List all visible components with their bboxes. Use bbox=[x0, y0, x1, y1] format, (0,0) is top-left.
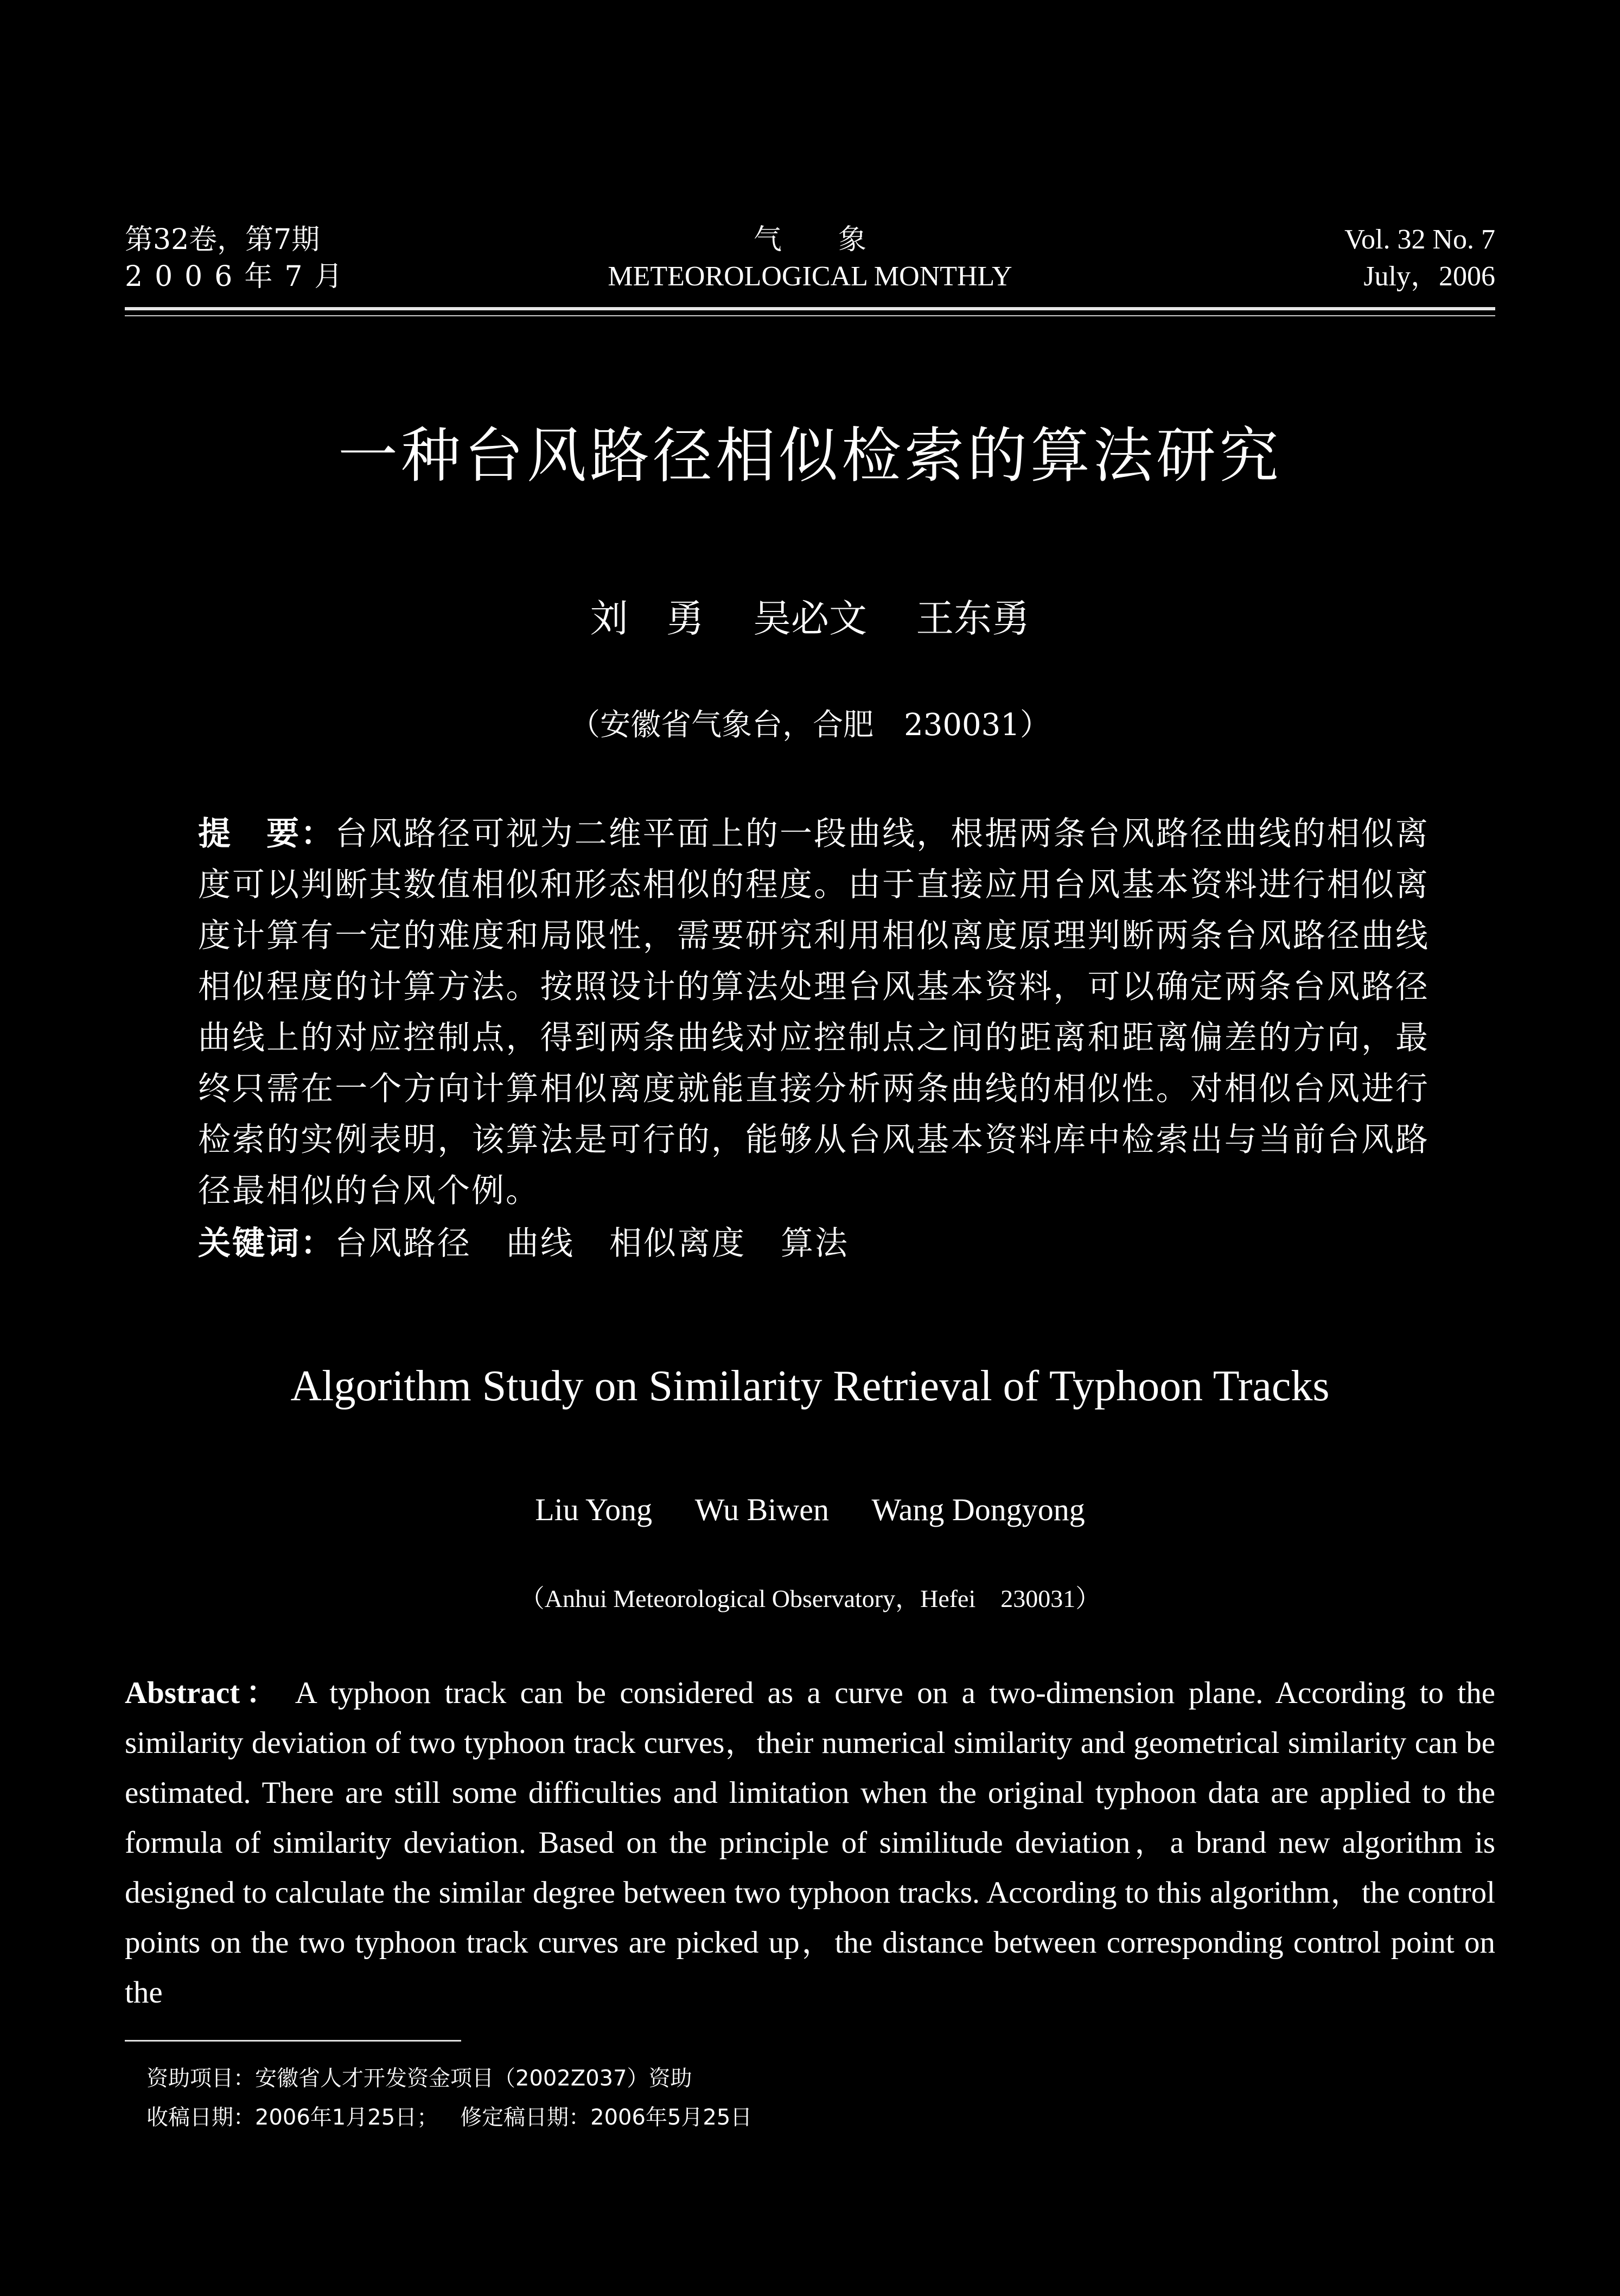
revised-date: 修定稿日期：2006年5月25日 bbox=[460, 2105, 752, 2130]
abstract-en-text: A typhoon track can be considered as a curve on a two-dimension plane. According to the similarity deviation of two typhoon track curves，their numerical similarity and geometrical similarity can be estimated. There are still some difficulties and limitation when the original typhoon data are applied to the formula of similarity deviation. Based on the principle of similitude deviation，a brand new algorithm is designed to calculate the similar degree between two typhoon tracks. According to this algorithm，the control points on the two typhoon track curves are picked up，the distance between corresponding control point on the bbox=[125, 1676, 1496, 2010]
header-rule-thin bbox=[125, 315, 1495, 316]
keyword-item: 台风路径 bbox=[335, 1224, 471, 1262]
abstract-cn-label: 提 要： bbox=[198, 815, 335, 853]
journal-name-en: METEOROLOGICAL MONTHLY bbox=[608, 261, 1012, 292]
author-cn: 王东勇 bbox=[916, 596, 1030, 641]
keyword-item: 曲线 bbox=[506, 1224, 575, 1262]
journal-name-cn: 气 象 bbox=[753, 224, 866, 256]
abstract-cn bbox=[198, 808, 1430, 1216]
issue-date-en: July，2006 bbox=[1363, 261, 1495, 292]
footnote-rule bbox=[125, 2040, 461, 2042]
affiliation-en: （Anhui Meteorological Observatory，Hefei 230031） bbox=[519, 1585, 1101, 1612]
keyword-item: 算法 bbox=[781, 1224, 849, 1262]
journal-volume-en bbox=[1344, 221, 1495, 295]
header-rule-thick bbox=[125, 307, 1495, 310]
issue-date-text: 2006年7月 bbox=[125, 260, 355, 293]
volume-issue-text: 第32卷，第7期 bbox=[125, 224, 320, 256]
author-list-en bbox=[0, 1489, 1620, 1530]
keywords-cn bbox=[198, 1218, 1430, 1269]
author-en: Wang Dongyong bbox=[871, 1492, 1085, 1527]
funding-note: 资助项目：安徽省人才开发资金项目（2002Z037）资助 bbox=[146, 2066, 692, 2091]
keyword-item: 相似离度 bbox=[609, 1224, 746, 1262]
received-date: 收稿日期：2006年1月25日； bbox=[146, 2105, 439, 2130]
footnote bbox=[146, 2059, 752, 2137]
keywords-cn-label: 关键词： bbox=[198, 1224, 335, 1262]
paper-title-en: Algorithm Study on Similarity Retrieval of Typhoon Tracks bbox=[290, 1362, 1330, 1410]
author-en: Liu Yong bbox=[535, 1492, 653, 1527]
volume-number-en: Vol. 32 No. 7 bbox=[1344, 224, 1495, 255]
author-en: Wu Biwen bbox=[694, 1492, 830, 1527]
abstract-en-label: Abstract： bbox=[125, 1676, 283, 1710]
affiliation-cn: （安徽省气象台，合肥 230031） bbox=[570, 707, 1050, 743]
author-list-cn bbox=[0, 594, 1620, 643]
abstract-cn-text: 台风路径可视为二维平面上的一段曲线，根据两条台风路径曲线的相似离度可以判断其数值相似和形态相似的程度。由于直接应用台风基本资料进行相似离度计算有一定的难度和局限性，需要研究利用相似离度原理判断两条台风路径曲线相似程度的计算方法。按照设计的算法处理台风基本资料，可以确定两条台风路径曲线上的对应控制点，得到两条曲线对应控制点之间的距离和距离偏差的方向，最终只需在一个方向计算相似离度就能直接分析两条曲线的相似性。对相似台风进行检索的实例表明，该算法是可行的，能够从台风基本资料库中检索出与当前台风路径最相似的台风个例。 bbox=[198, 815, 1430, 1210]
paper-title-cn: 一种台风路径相似检索的算法研究 bbox=[338, 421, 1282, 490]
abstract-en bbox=[125, 1668, 1495, 2018]
author-cn: 刘 勇 bbox=[590, 596, 704, 641]
dates-note bbox=[146, 2098, 752, 2137]
author-cn: 吴必文 bbox=[753, 596, 867, 641]
